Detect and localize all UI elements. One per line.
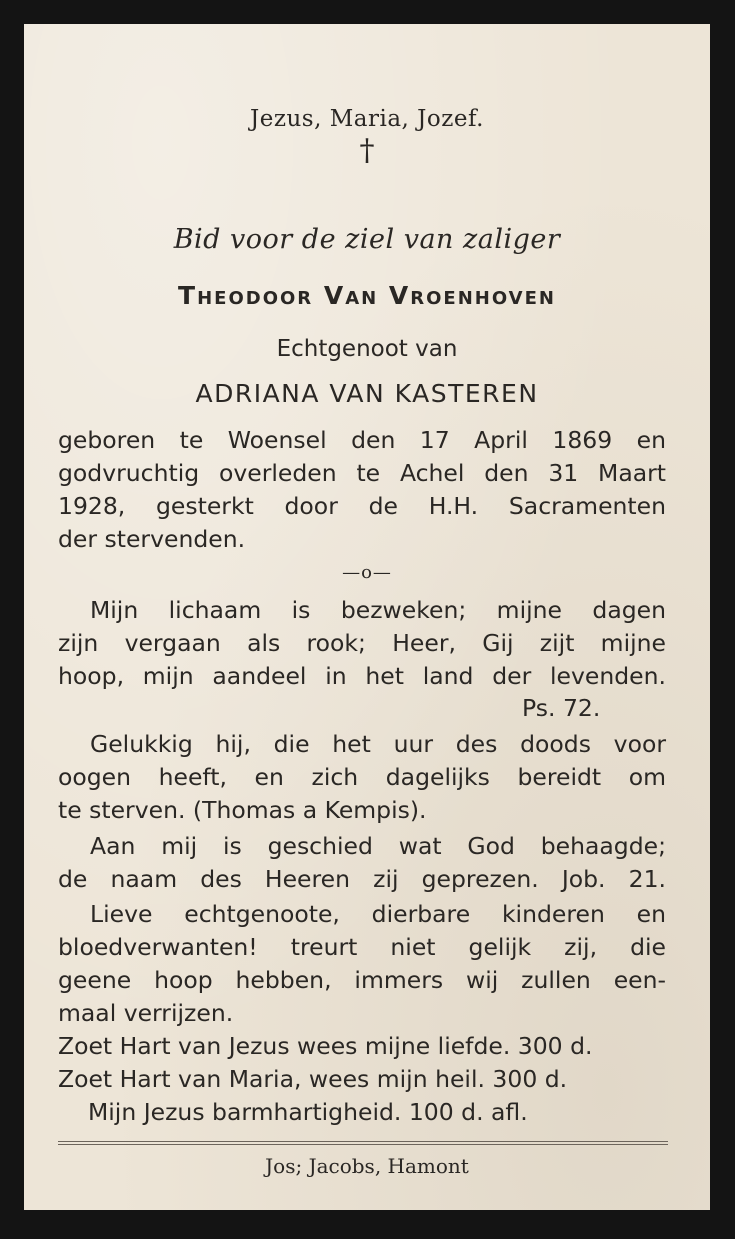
verse-line: Aan mij is geschied wat God behaagde; (90, 832, 666, 860)
verse-line: Mijn lichaam is bezweken; mijne dagen (90, 596, 666, 624)
invocation-heading: Jezus, Maria, Jozef. (250, 106, 484, 132)
verse-line: Gelukkig hij, die het uur des doods voor (90, 730, 666, 758)
deceased-name: Theodoor Van Vroenhoven (178, 281, 556, 310)
separator-ornament: —o— (342, 562, 392, 583)
birth-death-line: geboren te Woensel den 17 April 1869 en (58, 426, 666, 454)
verse-line: de naam des Heeren zij geprezen. Job. 21. (58, 865, 666, 893)
cross-icon: † (359, 133, 375, 168)
verse-line: bloedverwanten! treurt niet gelijk zij, die (58, 933, 666, 961)
footer-rule (58, 1144, 668, 1145)
indulgence-line: Zoet Hart van Maria, wees mijn heil. 300 d. (58, 1065, 568, 1093)
spouse-name: ADRIANA VAN KASTEREN (195, 379, 539, 408)
verse-reference: Ps. 72. (522, 694, 601, 722)
footer-rule (58, 1141, 668, 1142)
verse-line: maal verrijzen. (58, 999, 234, 1027)
verse-line: oogen heeft, en zich dagelijks bereidt om (58, 763, 666, 791)
printer-credit: Jos; Jacobs, Hamont (265, 1154, 469, 1178)
memorial-card (24, 24, 710, 1210)
indulgence-line: Zoet Hart van Jezus wees mijne liefde. 300 d. (58, 1032, 593, 1060)
indulgence-line: Mijn Jezus barmhartigheid. 100 d. afl. (88, 1098, 528, 1126)
verse-line: geene hoop hebben, immers wij zullen een- (58, 966, 666, 994)
prayer-intro: Bid voor de ziel van zaliger (173, 224, 561, 255)
verse-line: te sterven. (Thomas a Kempis). (58, 796, 427, 824)
verse-line: hoop, mijn aandeel in het land der levenden. (58, 662, 666, 690)
spouse-intro: Echtgenoot van (276, 336, 458, 362)
birth-death-line: der stervenden. (58, 525, 246, 553)
verse-line: zijn vergaan als rook; Heer, Gij zijt mijne (58, 629, 666, 657)
verse-line: Lieve echtgenoote, dierbare kinderen en (90, 900, 666, 928)
birth-death-line: godvruchtig overleden te Achel den 31 Maart (58, 459, 666, 487)
birth-death-line: 1928, gesterkt door de H.H. Sacramenten (58, 492, 666, 520)
